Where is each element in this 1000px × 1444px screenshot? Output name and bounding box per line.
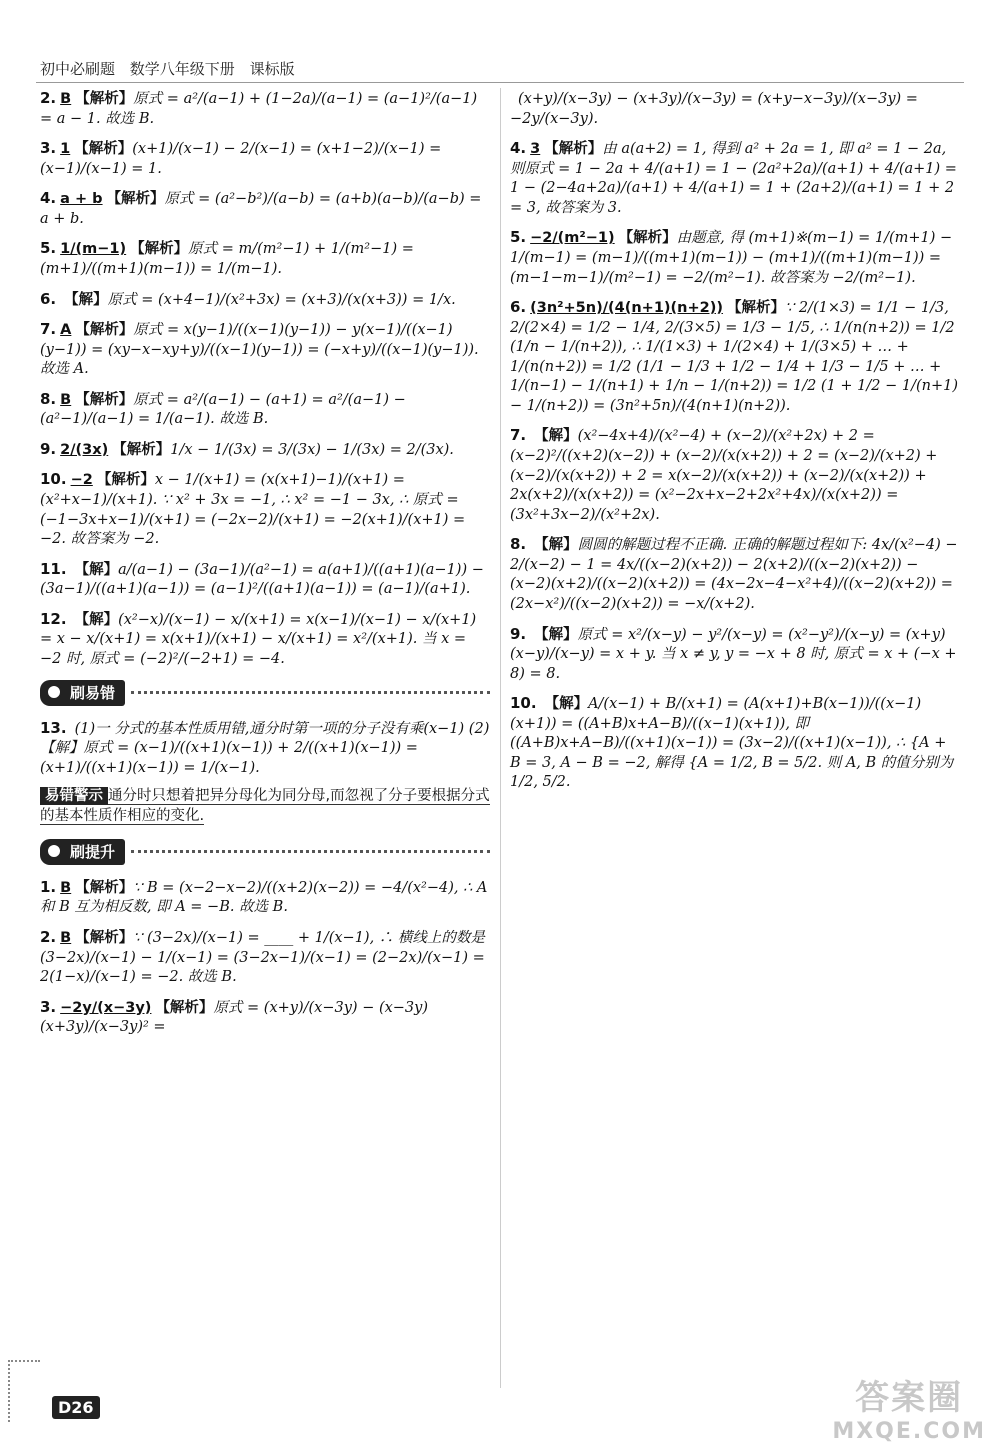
corner-mark xyxy=(8,1360,40,1422)
answer-item: 9. 【解】原式 = x²/(x−y) − y²/(x−y) = (x²−y²)/(x−y) = (x+y)(x−y)/(x−y) = x + y. 当 x ≠ y, y = −x + 8 时, 原式 = x + (−x + 8) = 8. xyxy=(510,624,957,682)
column-divider xyxy=(500,88,501,1388)
answer-item: 3. 1 【解析】(x+1)/(x−1) − 2/(x−1) = (x+1−2)/(x−1) = (x−1)/(x−1) = 1. xyxy=(40,139,442,177)
left-column xyxy=(40,88,490,1047)
section-dotted-rule xyxy=(131,850,490,853)
section-badge: 刷易错 xyxy=(40,680,125,706)
answer-item: 3. −2y/(x−3y) 【解析】原式 = (x+y)/(x−3y) − (x−3y)(x+3y)/(x−3y)² = xyxy=(40,997,429,1036)
section-easy-wrong xyxy=(40,680,490,706)
warning-box xyxy=(40,787,490,826)
answer-item: 4. 3 【解析】由 a(a+2) = 1, 得到 a² + 2a = 1, 即 a² = 1 − 2a, 则原式 = 1 − 2a + 4/(a+1) = 1 − (2a²+2a)/(a+1) + 4/(a+1) = 1 − (2−4a+2a)/(a+1) + 4/(a+1) = 1 + (2a+2)/(a+1) = 1 + 2 = 3, 故答案为 3. xyxy=(510,139,957,216)
section-dotted-rule xyxy=(131,691,490,694)
watermark-line2: MXQE.COM xyxy=(832,1419,986,1444)
answer-item: 7. A 【解析】原式 = x(y−1)/((x−1)(y−1)) − y(x−1)/((x−1)(y−1)) = (xy−x−xy+y)/((x−1)(y−1)) = (−x+y)/((x−1)(y−1)). 故选 A. xyxy=(40,320,479,378)
page-number: D26 xyxy=(52,1396,100,1419)
answer-item: 4. a + b 【解析】原式 = (a²−b²)/(a−b) = (a+b)(a−b)/(a−b) = a + b. xyxy=(40,189,482,227)
section-badge: 刷提升 xyxy=(40,839,125,865)
answer-item: 13. (1)一 分式的基本性质用错,通分时第一项的分子没有乘(x−1) (2)【解】原式 = (x−1)/((x+1)(x−1)) + 2/((x+1)(x−1)) = (x+1)/((x+1)(x−1)) = 1/(x−1). xyxy=(40,718,490,776)
answer-item: 12. 【解】(x²−x)/(x−1) − x/(x+1) = x(x−1)/(x−1) − x/(x+1) = x − x/(x+1) = x(x+1)/(x+1) − x/(x+1) = x²/(x+1). 当 x = −2 时, 原式 = (−2)²/(−2+1) = −4. xyxy=(40,609,477,667)
warning-label: 易错警示 xyxy=(40,787,108,805)
warning-text: 通分时只想着把异分母化为同分母,而忽视了分子要根据分式的基本性质作相应的变化. xyxy=(40,788,490,824)
answer-item: 6. (3n²+5n)/(4(n+1)(n+2)) 【解析】∵ 2/(1×3) = 1/1 − 1/3, 2/(2×4) = 1/2 − 1/4, 2/(3×5) = 1/3 − 1/5, ∴ 1/(n(n+2)) = 1/2 (1/n − 1/(n+2)), ∴ 1/(1×3) + 1/(2×4) + 1/(3×5) + … + 1/(n(n+2)) = 1/2 (1/1 − 1/3 + 1/2 − 1/4 + 1/3 − 1/5 + … + 1/(n−1) − 1/(n+1) + 1/n − 1/(n+2)) = 1/2 (1 + 1/2 − 1/(n+1) − 1/(n+2)) = (3n²+5n)/(4(n+1)(n+2)). xyxy=(510,298,959,414)
answer-item: 5. 1/(m−1) 【解析】原式 = m/(m²−1) + 1/(m²−1) = (m+1)/((m+1)(m−1)) = 1/(m−1). xyxy=(40,239,414,277)
subject-title: 数学八年级下册 xyxy=(129,60,235,78)
answer-item: 11. 【解】a/(a−1) − (3a−1)/(a²−1) = a(a+1)/((a+1)(a−1)) − (3a−1)/((a+1)(a−1)) = (a−1)²/((a+1)(a−1)) = (a−1)/(a+1). xyxy=(40,559,484,598)
answer-item: 10. −2 【解析】x − 1/(x+1) = (x(x+1)−1)/(x+1) = (x²+x−1)/(x+1). ∵ x² + 3x = −1, ∴ x² = −1 − 3x, ∴ 原式 = (−1−3x+x−1)/(x+1) = (−2x−2)/(x+1) = −2(x+1)/(x+1) = −2. 故答案为 −2. xyxy=(40,470,466,548)
series-title: 初中必刷题 xyxy=(40,60,116,78)
header-divider xyxy=(36,82,964,83)
answer-item: 7. 【解】(x²−4x+4)/(x²−4) + (x−2)/(x²+2x) + 2 = (x−2)²/((x+2)(x−2)) + (x−2)/(x(x+2)) + 2 = (x−2)/(x+2) + (x−2)/(x(x+2)) + 2 = x(x−2)/(x(x+2)) + (x−2)/(x(x+2)) + 2x(x+2)/(x(x+2)) = (x²−2x+x−2+2x²+4x)/(x(x+2)) = (3x²+3x−2)/(x²+2x). xyxy=(510,426,938,523)
answer-item: 2. B 【解析】∵ (3−2x)/(x−1) = ____ + 1/(x−1), ∴ 横线上的数是 (3−2x)/(x−1) − 1/(x−1) = (3−2x−1)/(x−1) = (2−2x)/(x−1) = 2(1−x)/(x−1) = −2. 故选 B. xyxy=(40,927,485,986)
edition-title: 课标版 xyxy=(249,60,295,78)
answer-item: (x+y)/(x−3y) − (x+3y)/(x−3y) = (x+y−x−3y)/(x−3y) = −2y/(x−3y). xyxy=(510,91,918,127)
answer-item: 10. 【解】A/(x−1) + B/(x+1) = (A(x+1)+B(x−1))/((x−1)(x+1)) = ((A+B)x+A−B)/((x−1)(x+1)), 即 ((A+B)x+A−B)/((x+1)(x−1)) = (3x−2)/((x+1)(x−1)), ∴ {A + B = 3, A − B = −2, 解得 {A = 1/2, B = 5/2. 则 A, B 的值分别为 1/2, 5/2. xyxy=(510,694,954,791)
answer-item: 8. 【解】圆圆的解题过程不正确. 正确的解题过程如下: 4x/(x²−4) − 2/(x−2) − 1 = 4x/((x−2)(x+2)) − 2(x+2)/((x−2)(x+2)) − (x−2)(x+2)/((x−2)(x+2)) = (4x−2x−4−x²+4)/((x−2)(x+2)) = (2x−x²)/((x−2)(x+2)) = −x/(x+2). xyxy=(510,535,958,612)
section-improve xyxy=(40,839,490,865)
watermark-line1: 答案圈 xyxy=(855,1378,964,1418)
answer-item: 8. B 【解析】原式 = a²/(a−1) − (a+1) = a²/(a−1) − (a²−1)/(a−1) = 1/(a−1). 故选 B. xyxy=(40,389,406,428)
answer-item: 1. B 【解析】∵ B = (x−2−x−2)/((x+2)(x−2)) = −4/(x²−4), ∴ A 和 B 互为相反数, 即 A = −B. 故选 B. xyxy=(40,877,488,916)
answer-item: 6. 【解】原式 = (x+4−1)/(x²+3x) = (x+3)/(x(x+3)) = 1/x. xyxy=(40,289,456,308)
answer-item: 9. 2/(3x) 【解析】1/x − 1/(3x) = 3/(3x) − 1/(3x) = 2/(3x). xyxy=(40,439,454,458)
answer-item: 2. B 【解析】原式 = a²/(a−1) + (1−2a)/(a−1) = (a−1)²/(a−1) = a − 1. 故选 B. xyxy=(40,89,478,127)
page-header xyxy=(40,58,305,79)
answer-item: 5. −2/(m²−1) 【解析】由题意, 得 (m+1)※(m−1) = 1/(m+1) − 1/(m−1) = (m−1)/((m+1)(m−1)) − (m+1)/((m+1)(m−1)) = (m−1−m−1)/(m²−1) = −2/(m²−1). 故答案为 −2/(m²−1). xyxy=(510,228,953,286)
watermark xyxy=(832,1370,986,1444)
right-column xyxy=(510,88,960,802)
